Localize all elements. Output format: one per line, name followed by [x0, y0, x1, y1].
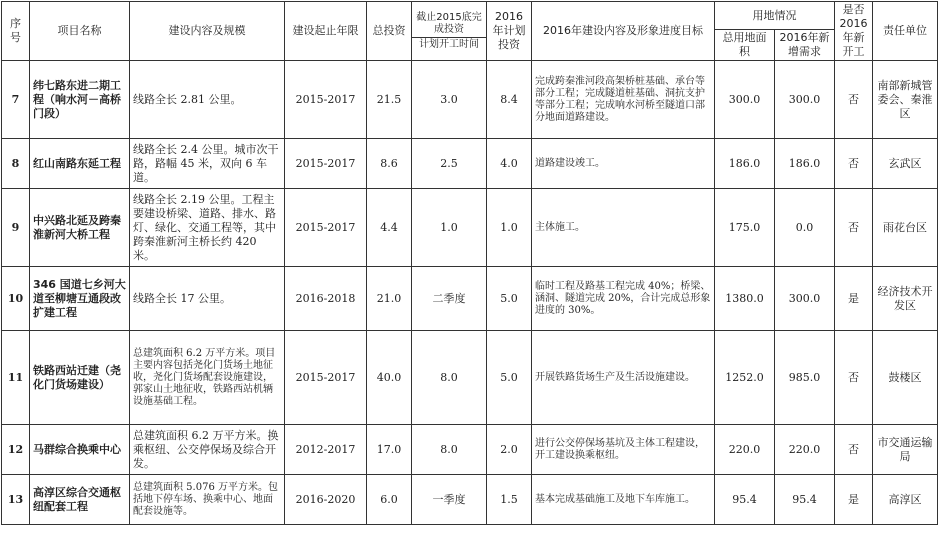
cell-is-new: 否	[835, 189, 873, 267]
cell-total: 21.5	[367, 61, 412, 139]
cell-invest2016: 5.0	[487, 267, 532, 331]
table-row	[2, 475, 938, 525]
table-row	[2, 425, 938, 475]
cell-period: 2012-2017	[285, 425, 367, 475]
cell-target: 道路建设竣工。	[532, 139, 715, 189]
cell-unit: 玄武区	[873, 139, 938, 189]
header-cumulative-bottom: 计划开工时间	[419, 38, 479, 50]
cell-name: 中兴路北延及跨秦淮新河大桥工程	[30, 189, 130, 267]
cell-target: 完成跨秦淮河段高架桥桩基础、承台等部分工程；完成隧道桩基础、洞抗支护等部分工程；完成响水河桥至隧道口部分地面道路建设。	[532, 61, 715, 139]
table-row	[2, 189, 938, 267]
cell-period: 2015-2017	[285, 139, 367, 189]
cell-name: 高淳区综合交通枢纽配套工程	[30, 475, 130, 525]
cell-content: 线路全长 17 公里。	[130, 267, 285, 331]
cell-target: 临时工程及路基工程完成 40%；桥梁、涵洞、隧道完成 20%，合计完成总形象进度的 30%。	[532, 267, 715, 331]
cell-period: 2015-2017	[285, 61, 367, 139]
table-row	[2, 61, 938, 139]
cell-land-total: 1380.0	[715, 267, 775, 331]
header-content: 建设内容及规模	[130, 2, 285, 61]
cell-name: 346 国道七乡河大道至柳塘互通段改扩建工程	[30, 267, 130, 331]
cell-unit: 雨花台区	[873, 189, 938, 267]
cell-seq: 13	[2, 475, 30, 525]
cell-target: 基本完成基础施工及地下车库施工。	[532, 475, 715, 525]
cell-is-new: 否	[835, 425, 873, 475]
header-land-total: 总用地面积	[715, 30, 775, 61]
header-target2016: 2016年建设内容及形象进度目标	[532, 2, 715, 61]
cell-land-new: 186.0	[775, 139, 835, 189]
cell-land-total: 95.4	[715, 475, 775, 525]
cell-name: 铁路西站迁建（尧化门货场建设）	[30, 331, 130, 425]
header-land: 用地情况	[715, 2, 835, 30]
cell-cumulative: 8.0	[412, 425, 487, 475]
cell-cumulative: 1.0	[412, 189, 487, 267]
header-unit: 责任单位	[873, 2, 938, 61]
cell-land-new: 220.0	[775, 425, 835, 475]
cell-is-new: 是	[835, 475, 873, 525]
cell-period: 2016-2018	[285, 267, 367, 331]
cell-unit: 市交通运输局	[873, 425, 938, 475]
header-period: 建设起止年限	[285, 2, 367, 61]
cell-land-total: 175.0	[715, 189, 775, 267]
cell-land-new: 95.4	[775, 475, 835, 525]
cell-invest2016: 1.0	[487, 189, 532, 267]
project-table	[1, 1, 938, 525]
header-seq: 序号	[2, 2, 30, 61]
header-cumulative	[412, 2, 487, 61]
cell-land-new: 300.0	[775, 61, 835, 139]
cell-invest2016: 4.0	[487, 139, 532, 189]
header-total: 总投资	[367, 2, 412, 61]
cell-land-new: 985.0	[775, 331, 835, 425]
cell-invest2016: 1.5	[487, 475, 532, 525]
cell-land-total: 186.0	[715, 139, 775, 189]
cell-name: 马群综合换乘中心	[30, 425, 130, 475]
cell-period: 2016-2020	[285, 475, 367, 525]
table-row	[2, 139, 938, 189]
cell-seq: 9	[2, 189, 30, 267]
cell-unit: 南部新城管委会、秦淮区	[873, 61, 938, 139]
table-row	[2, 267, 938, 331]
cell-is-new: 否	[835, 331, 873, 425]
cell-total: 21.0	[367, 267, 412, 331]
cell-invest2016: 2.0	[487, 425, 532, 475]
cell-unit: 高淳区	[873, 475, 938, 525]
cell-total: 6.0	[367, 475, 412, 525]
cell-unit: 鼓楼区	[873, 331, 938, 425]
cell-cumulative: 2.5	[412, 139, 487, 189]
cell-unit: 经济技术开发区	[873, 267, 938, 331]
header-name: 项目名称	[30, 2, 130, 61]
cell-invest2016: 5.0	[487, 331, 532, 425]
cell-is-new: 否	[835, 139, 873, 189]
table-row	[2, 331, 938, 425]
header-cumulative-top: 截止2015底完成投资	[412, 11, 486, 38]
cell-land-new: 300.0	[775, 267, 835, 331]
cell-total: 17.0	[367, 425, 412, 475]
cell-seq: 8	[2, 139, 30, 189]
cell-total: 8.6	[367, 139, 412, 189]
cell-content: 线路全长 2.19 公里。工程主要建设桥梁、道路、排水、路灯、绿化、交通工程等，其中跨秦淮新河主桥长约 420 米。	[130, 189, 285, 267]
cell-content: 总建筑面积 6.2 万平方米。换乘枢纽、公交停保场及综合开发。	[130, 425, 285, 475]
header-land-new: 2016年新增需求	[775, 30, 835, 61]
cell-land-total: 1252.0	[715, 331, 775, 425]
cell-cumulative: 二季度	[412, 267, 487, 331]
cell-land-total: 300.0	[715, 61, 775, 139]
cell-total: 40.0	[367, 331, 412, 425]
cell-target: 开展铁路货场生产及生活设施建设。	[532, 331, 715, 425]
cell-content: 总建筑面积 6.2 万平方米。项目主要内容包括尧化门货场土地征收，尧化门货场配套设施建设，郭家山土地征收，铁路西站机辆设施基础工程。	[130, 331, 285, 425]
cell-content: 线路全长 2.4 公里。城市次干路，路幅 45 米，双向 6 车道。	[130, 139, 285, 189]
cell-name: 红山南路东延工程	[30, 139, 130, 189]
cell-seq: 10	[2, 267, 30, 331]
header-is-new: 是否2016年新开工	[835, 2, 873, 61]
cell-cumulative: 一季度	[412, 475, 487, 525]
cell-period: 2015-2017	[285, 189, 367, 267]
cell-land-total: 220.0	[715, 425, 775, 475]
cell-invest2016: 8.4	[487, 61, 532, 139]
cell-content: 线路全长 2.81 公里。	[130, 61, 285, 139]
cell-content: 总建筑面积 5.076 万平方米。包括地下停车场、换乘中心、地面配套设施等。	[130, 475, 285, 525]
cell-cumulative: 8.0	[412, 331, 487, 425]
cell-land-new: 0.0	[775, 189, 835, 267]
cell-seq: 7	[2, 61, 30, 139]
cell-total: 4.4	[367, 189, 412, 267]
cell-name: 纬七路东进二期工程（响水河－高桥门段）	[30, 61, 130, 139]
cell-period: 2015-2017	[285, 331, 367, 425]
cell-target: 进行公交停保场基坑及主体工程建设，开工建设换乘枢纽。	[532, 425, 715, 475]
cell-cumulative: 3.0	[412, 61, 487, 139]
cell-is-new: 否	[835, 61, 873, 139]
header-invest2016: 2016年计划投资	[487, 2, 532, 61]
cell-seq: 12	[2, 425, 30, 475]
cell-seq: 11	[2, 331, 30, 425]
cell-is-new: 是	[835, 267, 873, 331]
cell-target: 主体施工。	[532, 189, 715, 267]
